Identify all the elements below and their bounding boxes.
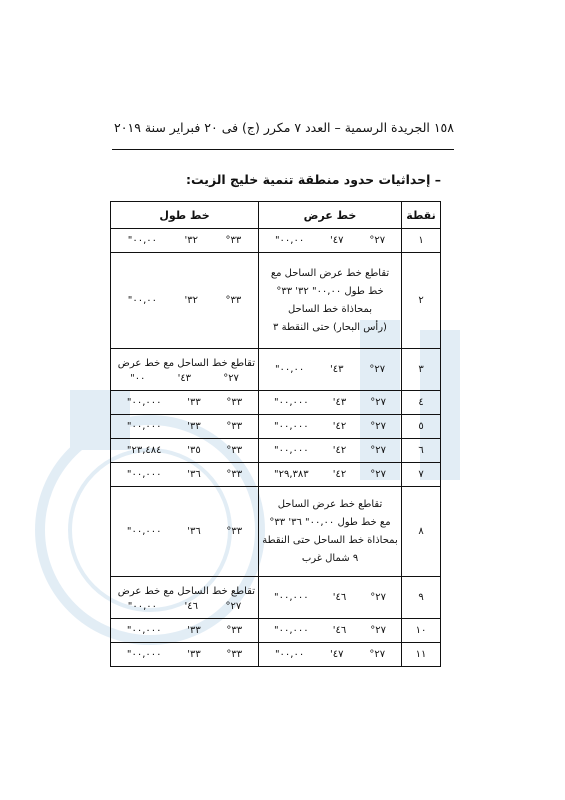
page-header: ١٥٨ الجريدة الرسمية – العدد ٧ مكرر (ج) فى ٢٠ فبراير سنة ٢٠١٩ (114, 120, 454, 135)
minutes: ٣٦' (187, 526, 201, 537)
longitude-value (114, 445, 255, 456)
latitude-cell (259, 415, 402, 439)
longitude-cell (111, 463, 259, 487)
latitude-note (262, 496, 398, 568)
seconds: ٠٠,٠٠٠" (126, 526, 162, 537)
minutes: ٣٣' (187, 649, 201, 660)
degrees: ٢٧° (225, 601, 242, 612)
table-row (111, 577, 441, 619)
longitude-value (114, 601, 255, 612)
header-latitude: خط عرض (259, 202, 402, 229)
seconds: ٠٠,٠٠" (274, 235, 305, 246)
degrees: ٢٧° (370, 445, 386, 456)
seconds: ٠٠,٠٠٠" (126, 469, 162, 480)
note-line: خط طول ٠٠,٠٠" ٣٢' ٣٣° (276, 285, 384, 297)
latitude-cell (259, 577, 402, 619)
degrees: ٢٧° (370, 421, 386, 432)
latitude-value (262, 445, 398, 456)
longitude-cell (111, 253, 259, 349)
section-title: – إحداثيات حدود منطقة تنمية خليج الزيت: (186, 172, 441, 187)
seconds: ٠٠,٠٠" (274, 649, 305, 660)
minutes: ٤٣' (330, 364, 344, 375)
minutes: ٣٣' (187, 397, 201, 408)
table-row (111, 391, 441, 415)
minutes: ٤٦' (332, 625, 347, 636)
minutes: ٤٢' (332, 469, 347, 480)
minutes: ٤٦' (184, 601, 199, 612)
latitude-cell (259, 463, 402, 487)
point-number: ١٠ (402, 619, 441, 643)
seconds: ٠٠,٠٠٠" (126, 421, 162, 432)
minutes: ٣٢' (184, 235, 199, 246)
minutes: ٤٦' (332, 592, 347, 603)
longitude-cell (111, 391, 259, 415)
table-row (111, 463, 441, 487)
table-row (111, 415, 441, 439)
seconds: ٠٠,٠٠" (127, 235, 158, 246)
longitude-value (114, 421, 255, 432)
longitude-value (114, 526, 255, 537)
point-number: ٥ (402, 415, 441, 439)
coordinates-table (110, 201, 441, 667)
minutes: ٣٦' (187, 469, 201, 480)
minutes: ٤٢' (332, 421, 347, 432)
minutes: ٣٣' (187, 421, 201, 432)
point-number: ٤ (402, 391, 441, 415)
note-line: تقاطع خط عرض الساحل مع (270, 267, 390, 279)
degrees: ٣٣° (226, 526, 243, 537)
seconds: ٠٠,٠٠٠" (274, 625, 309, 636)
longitude-note: تقاطع خط الساحل مع خط عرض (117, 358, 255, 369)
latitude-value (262, 469, 398, 480)
latitude-value (262, 649, 398, 660)
point-number: ٨ (402, 487, 441, 577)
latitude-cell (259, 439, 402, 463)
point-number: ٧ (402, 463, 441, 487)
degrees: ٢٧° (369, 364, 386, 375)
note-line: تقاطع خط عرض الساحل (277, 498, 383, 510)
latitude-value (262, 625, 398, 636)
table-header-row (111, 202, 441, 229)
point-number: ٦ (402, 439, 441, 463)
seconds: ٠٠" (130, 373, 146, 384)
seconds: ٠٠,٠٠٠" (126, 649, 162, 660)
longitude-value (114, 469, 255, 480)
seconds: ٠٠,٠٠٠" (274, 421, 309, 432)
longitude-value (114, 373, 255, 384)
latitude-value (262, 397, 398, 408)
table-row (111, 439, 441, 463)
header-longitude: خط طول (111, 202, 259, 229)
minutes: ٤٣' (332, 397, 347, 408)
table-row (111, 643, 441, 667)
note-line: بمحاذاة خط الساحل (287, 303, 373, 315)
longitude-cell (111, 619, 259, 643)
longitude-value (114, 235, 255, 246)
seconds: ٠٠,٠٠٠" (126, 625, 162, 636)
longitude-cell (111, 349, 259, 391)
longitude-cell (111, 487, 259, 577)
degrees: ٢٧° (370, 592, 386, 603)
header-point: نقطة (402, 202, 441, 229)
degrees: ٢٧° (369, 235, 386, 246)
longitude-cell (111, 439, 259, 463)
degrees: ٢٧° (223, 373, 239, 384)
minutes: ٤٣' (177, 373, 192, 384)
seconds: ٠٠,٠٠" (274, 364, 305, 375)
degrees: ٣٣° (226, 421, 243, 432)
longitude-value (114, 649, 255, 660)
latitude-cell (259, 349, 402, 391)
latitude-value (262, 364, 398, 375)
latitude-cell (259, 253, 402, 349)
degrees: ٣٣° (226, 649, 243, 660)
minutes: ٤٧' (330, 235, 344, 246)
minutes: ٣٢' (184, 295, 199, 306)
degrees: ٣٣° (226, 445, 243, 456)
latitude-value (262, 592, 398, 603)
note-line: بمحاذاة خط الساحل حتى النقطة (262, 534, 398, 546)
longitude-value (114, 397, 255, 408)
degrees: ٢٧° (370, 397, 386, 408)
note-line: ٩ شمال غرب (301, 552, 359, 564)
point-number: ٣ (402, 349, 441, 391)
latitude-value (262, 235, 398, 246)
seconds: ٠٠,٠٠٠" (274, 445, 309, 456)
degrees: ٢٧° (369, 649, 386, 660)
table-row (111, 229, 441, 253)
latitude-note (262, 265, 398, 337)
seconds: ٢٩,٣٨٣" (274, 469, 309, 480)
seconds: ٠٠,٠٠" (127, 295, 158, 306)
longitude-note: تقاطع خط الساحل مع خط عرض (117, 586, 255, 597)
latitude-cell (259, 487, 402, 577)
table-row (111, 487, 441, 577)
degrees: ٢٧° (370, 469, 386, 480)
degrees: ٣٣° (225, 295, 242, 306)
point-number: ١ (402, 229, 441, 253)
latitude-cell (259, 619, 402, 643)
point-number: ١١ (402, 643, 441, 667)
degrees: ٣٣° (226, 397, 243, 408)
point-number: ٢ (402, 253, 441, 349)
longitude-cell (111, 415, 259, 439)
note-line: مع خط طول ٠٠,٠٠" ٣٦' ٣٣° (269, 516, 391, 528)
latitude-cell (259, 391, 402, 415)
seconds: ٠٠,٠٠٠" (274, 592, 309, 603)
degrees: ٢٧° (370, 625, 386, 636)
latitude-cell (259, 643, 402, 667)
table-row (111, 349, 441, 391)
seconds: ٢٣,٤٨٤" (126, 445, 162, 456)
longitude-value (114, 295, 255, 306)
header-divider (112, 149, 454, 150)
minutes: ٣٥' (187, 445, 201, 456)
table-row (111, 619, 441, 643)
table-row (111, 253, 441, 349)
seconds: ٠٠,٠٠" (127, 601, 158, 612)
seconds: ٠٠,٠٠٠" (126, 397, 162, 408)
latitude-cell (259, 229, 402, 253)
longitude-cell (111, 643, 259, 667)
longitude-value (114, 625, 255, 636)
seconds: ٠٠,٠٠٠" (274, 397, 309, 408)
longitude-cell (111, 577, 259, 619)
minutes: ٤٢' (332, 445, 347, 456)
latitude-value (262, 421, 398, 432)
degrees: ٣٣° (225, 235, 242, 246)
longitude-cell (111, 229, 259, 253)
note-line: (رأس البحار) حتى النقطة ٣ (273, 321, 387, 333)
minutes: ٣٣' (187, 625, 201, 636)
degrees: ٣٣° (226, 625, 243, 636)
minutes: ٤٧' (330, 649, 344, 660)
point-number: ٩ (402, 577, 441, 619)
degrees: ٣٣° (226, 469, 243, 480)
